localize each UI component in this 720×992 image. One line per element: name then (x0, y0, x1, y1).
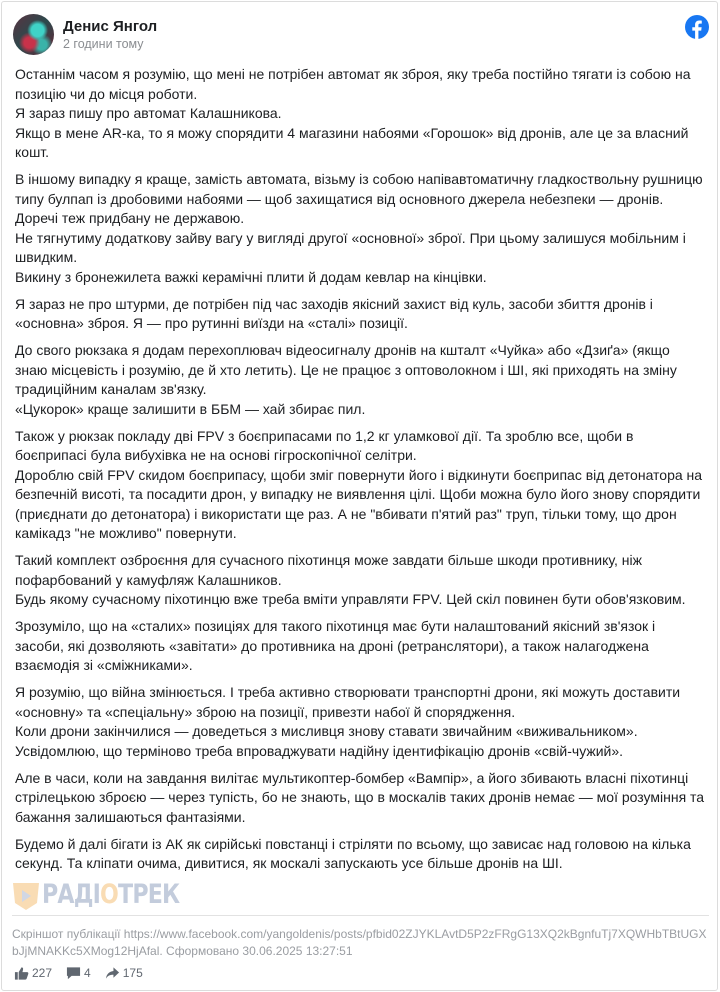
post-paragraph (15, 341, 705, 419)
post-text-line: Коли дрони закінчилися — доведеться з мисливця знову ставати звичайним «виживальником». (15, 723, 638, 739)
post-text-line: Доречі теж придбану не державою. (15, 210, 245, 226)
post-text-line: Дороблю свій FPV скидом боєприпасу, щоби зміг повернути його і відкинути боєприпас від детонатора на безпечній висоті, та посадити дрон, у випадку не виявлення цілі. Щоби можна було його знову спорядити (приєднати до детонатора) і використати ще раз. А не "вбивати п'ятий раз" труп, тільки тому, що дрон камікадз "не можливо" повернути. (15, 466, 703, 541)
post-text-line: Не тягнутиму додаткову зайву вагу у вигляді другої «основної» зброї. При цьому залишуся мобільним і швидким. (15, 229, 686, 265)
post-text-line: Я зараз не про штурми, де потрібен під час заходів якісний захист від куль, засоби збиття дронів і «основна» зброя. Я — про рутинні виїзди на «сталі» позиції. (15, 295, 653, 331)
post-text-line: Викину з бронежилета важкі керамічні плити й додам кевлар на кінцівки. (15, 268, 487, 285)
post-text-line: Усвідомлюю, що терміново треба впроваджувати надійну ідентифікацію дронів «свій-чужий». (15, 742, 624, 759)
post-paragraph (15, 835, 705, 874)
post-paragraph (15, 683, 705, 761)
comments-stat[interactable] (66, 966, 91, 980)
radiotrek-watermark (12, 879, 180, 911)
post-text-line: До свого рюкзака я додам перехоплювач відеосигналу дронів на кшталт «Чуйка» або «Дзиґа» (якщо знаю місцевість і розумію, де й хто летить). Це не працює з оптоволокном і ШІ, які приходять на зміну традиційним каналам зв'язку. (15, 342, 677, 397)
comment-icon (66, 966, 81, 980)
post-paragraph (15, 295, 705, 334)
post-text-line: Якщо в мене AR-ка, то я можу спорядити 4 магазини набоями «Горошок» від дронів, але це за власний кошт. (15, 124, 689, 160)
likes-stat[interactable] (14, 966, 52, 980)
share-icon (105, 966, 120, 980)
post-text-line: Також у рюкзак покладу дві FPV з боєприпасами по 1,2 кг уламкової дії. Та зроблю все, щоби в боєприпасі була вибухівка не на основі гігроскопічної селітри. (15, 427, 634, 463)
post-text-line: Останнім часом я розумію, що мені не потрібен автомат як зброя, яку треба постійно тягати із собою на позицію чи до місця роботи. (15, 66, 691, 102)
post-body (15, 65, 705, 874)
post-paragraph (15, 769, 705, 828)
post-paragraph (15, 427, 705, 544)
post-text-line: «Цукорок» краще залишити в ББМ — хай збирає пил. (15, 400, 366, 417)
thumbs-up-icon (14, 966, 29, 980)
reaction-stats (14, 964, 717, 982)
likes-count: 227 (32, 966, 53, 980)
play-shield-icon (12, 881, 40, 911)
post-text-line: Такий комплект озброєння для сучасного піхотинця може завдати більше шкоди противнику, ніж пофарбований у камуфляж Калашников. (15, 552, 642, 588)
post-text-line: Але в часи, коли на завдання вилітає мультикоптер-бомбер «Вампір», а його збивають власні піхотинці стрілецькою зброєю — через тупість, бо не знають, що в москалів таких дронів немає — мої розуміння та бажання залишаються фантазіями. (15, 769, 705, 825)
post-card (1, 1, 718, 991)
post-text-line: Будемо й далі бігати із АК як сирійські повстанці і стріляти по всьому, що зависає над головою на кілька секунд. Та кліпати очима, дивитися, як москалі запускають усе більше дронів на ШІ. (15, 835, 691, 871)
post-paragraph (15, 65, 705, 163)
post-text-line: Я зараз пишу про автомат Калашникова. (15, 105, 282, 121)
post-paragraph (15, 551, 705, 610)
screenshot-caption: Скріншот публікації https://www.facebook.com/yangoldenis/posts/pfbid02ZJYKLAvtD5P2zFRgG13XQ2kBgnfuTj7XQWHbTBtUGXbJjMNAKKc5XMog12HjAfal. Сформовано 30.06.2025 13:27:51 (12, 927, 707, 958)
post-text-line: Зрозуміло, що на «сталих» позиціях для такого піхотинця має бути налаштований якісний зв'язок і засоби, які дозволяють «завітати» до противника на дроні (ретранслятори), а також налагоджена взаємодія зі «сміжниками». (15, 618, 656, 673)
shares-count: 175 (122, 966, 143, 980)
post-text-line: В іншому випадку я краще, замість автомата, візьму із собою напівавтоматичну гладкоствольну рушницю типу булпап із дробовими набоями — щоб захищатися від основного джерела небезпеки — дронів. (15, 171, 703, 207)
author-name[interactable]: Денис Янгол (63, 18, 158, 35)
post-header (13, 14, 703, 56)
comments-count: 4 (84, 966, 91, 980)
watermark-text: РАДІОТРЕК (42, 879, 180, 910)
post-timestamp[interactable]: 2 години тому (63, 37, 144, 51)
shares-stat[interactable] (105, 966, 143, 980)
post-paragraph (15, 170, 705, 287)
footer-divider (12, 915, 709, 916)
author-avatar[interactable] (13, 14, 54, 55)
post-paragraph (15, 617, 705, 676)
post-text-line: Будь якому сучасному піхотинцю вже треба вміти управляти FPV. Цей скіл повинен бути обов'язковим. (15, 591, 686, 607)
facebook-icon[interactable] (685, 15, 709, 39)
post-text-line: Я розумію, що війна змінюється. І треба активно створювати транспортні дрони, які можуть доставити «основну» та «спеціальну» зброю на позиції, привезти набої й спорядження. (15, 684, 681, 720)
